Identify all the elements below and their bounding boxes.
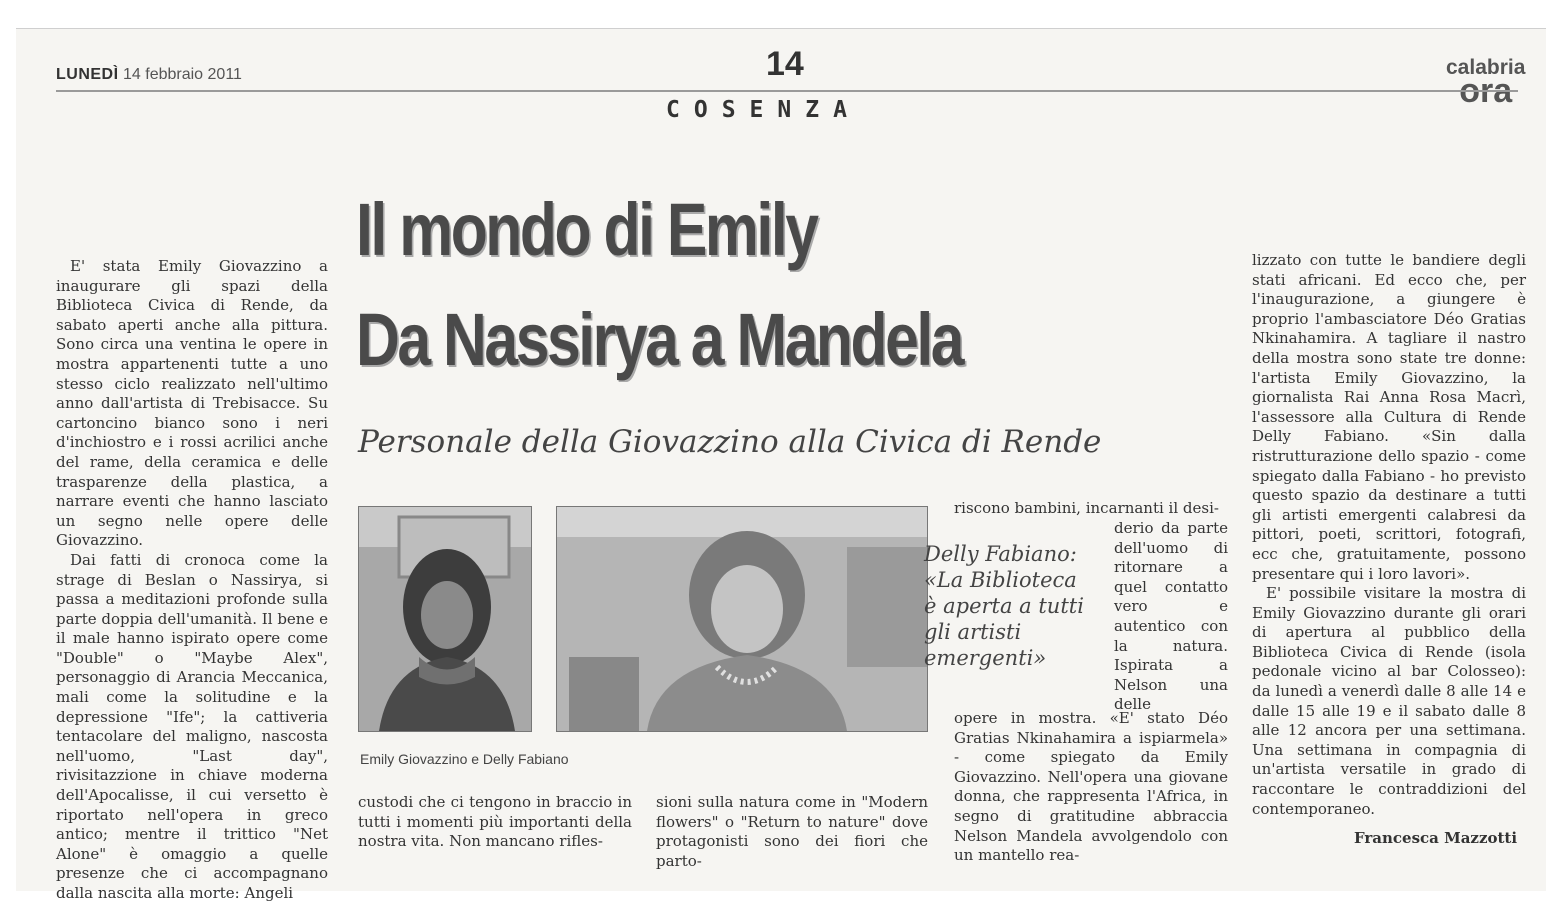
article-column-5 (1252, 251, 1526, 819)
page-number: 14 (766, 45, 804, 83)
pull-quote-line: «La Biblioteca (924, 568, 1077, 592)
subheading: Personale della Giovazzino alla Civica di Rende (358, 424, 1102, 460)
article-column-4-bottom (954, 709, 1228, 866)
newspaper-logo (1446, 57, 1525, 108)
pull-quote (924, 541, 1104, 671)
paragraph: derio da parte dell'uomo di ritornare a quel contatto vero e autentico con la natura. Ispirata a Nelson una delle (1114, 519, 1228, 714)
paragraph: E' stata Emily Giovazzino a inaugurare gli spazi della Biblioteca Civica di Rende, da sabato aperti anche alla pittura. Sono circa una ventina le opere in mostra appartenenti tutte a uno stesso ciclo realizzato nell'ultimo anno dall'artista di Trebisacce. Su cartoncino bianco sono i neri d'inchiostro e i rossi acrilici anche del rame, della ceramica e delle trasparenze della plastica, a narrare eventi che hanno lasciato un segno nelle opere delle Giovazzino. (56, 257, 328, 550)
article-column-4-top (954, 499, 1228, 519)
pull-quote-line: è aperta a tutti (924, 594, 1084, 618)
article-column-4-narrow (1114, 519, 1228, 715)
photo-emily-giovazzino (358, 506, 532, 732)
logo-line1: calabria (1446, 56, 1526, 79)
paragraph: opere in mostra. «E' stato Déo Gratias Nkinahamira a ispiarmela» - come spiegato da Emily Giovazzino. Nell'opera una giovane donna, che rappresenta l'Africa, in segno di gratitudine abbraccia Nelson Mandela avvolgendolo con un mantello rea- (954, 709, 1228, 865)
photo-caption: Emily Giovazzino e Delly Fabiano (360, 751, 569, 767)
paragraph: riscono bambini, incarnanti il desi- (954, 499, 1219, 517)
headline-line1: Il mondo di Emily (356, 188, 817, 271)
header-rule (56, 90, 1518, 92)
paragraph: sioni sulla natura come in "Modern flowers" o "Return to nature" dove protagonisti sono dei fiori che parto- (656, 793, 928, 870)
headline-line2: Da Nassirya a Mandela (356, 298, 963, 381)
paragraph: Dai fatti di cronoca come la strage di Beslan o Nassirya, si passa a meditazioni profonde sulla parte doppia dell'umanità. Il bene e il male hanno ispirato opere come "Double" o "Maybe Alex", personaggio di Arancia Meccanica, mali come la solitudine e la depressione "Ife"; la cattiveria tentacolare del maligno, nascosta nell'uomo, "Last day", rivisitazzione in chiave moderna dell'Apocalisse, il cui versetto è riportato nell'opera in greco antico; mentre il trittico "Net Alone" è omaggio a quelle presenze che ci accompagnano dalla nascita alla morte: Angeli (56, 550, 328, 902)
author-byline: Francesca Mazzotti (1354, 829, 1518, 847)
paragraph: lizzato con tutte le bandiere degli stati africani. Ed ecco che, per l'inaugurazione, a giungere è proprio l'ambasciatore Déo Gratias Nkinahamira. A tagliare il nastro della mostra sono state tre donne: l'artista Emily Giovazzino, la giornalista Rai Anna Rosa Macrì, l'assessore alla Cultura di Rende Delly Fabiano. «Sin dalla ristrutturazione dello spazio - come spiegato dalla Fabiano - ho previsto questo spazio da destinare a tutti gli artisti emergenti calabresi da pittori, poeti, scrittori, fotografi, ecc che, gratuitamente, possono presentare qui i loro lavori». (1252, 251, 1526, 583)
article-column-1 (56, 257, 328, 904)
photo-delly-fabiano (556, 506, 928, 732)
newspaper-page (16, 28, 1546, 902)
article-column-2 (358, 793, 632, 852)
section-title: COSENZA (666, 97, 861, 123)
article-column-3 (656, 793, 928, 871)
pull-quote-line: gli artisti (924, 620, 1022, 644)
logo-line2: ora (1459, 72, 1513, 110)
paragraph: custodi che ci tengono in braccio in tutti i momenti più importanti della nostra vita. Non mancano rifles- (358, 793, 632, 851)
pull-quote-line: Delly Fabiano: (924, 542, 1077, 566)
paragraph: E' possibile visitare la mostra di Emily Giovazzino durante gli orari di apertura al pubblico della Biblioteca Civica di Rende (isola pedonale vicino al bar Colosseo): da lunedì a venerdì dalle 8 alle 14 e dalle 15 alle 19 e il sabato dalle 8 alle 12 ancora per una settimana. Una settimana in compagnia di un'artista versatile in grado di raccontare le contraddizioni del contemporaneo. (1252, 584, 1526, 818)
pull-quote-line: emergenti» (924, 646, 1047, 670)
issue-date: LUNEDÌ 14 febbraio 2011 (56, 66, 242, 83)
